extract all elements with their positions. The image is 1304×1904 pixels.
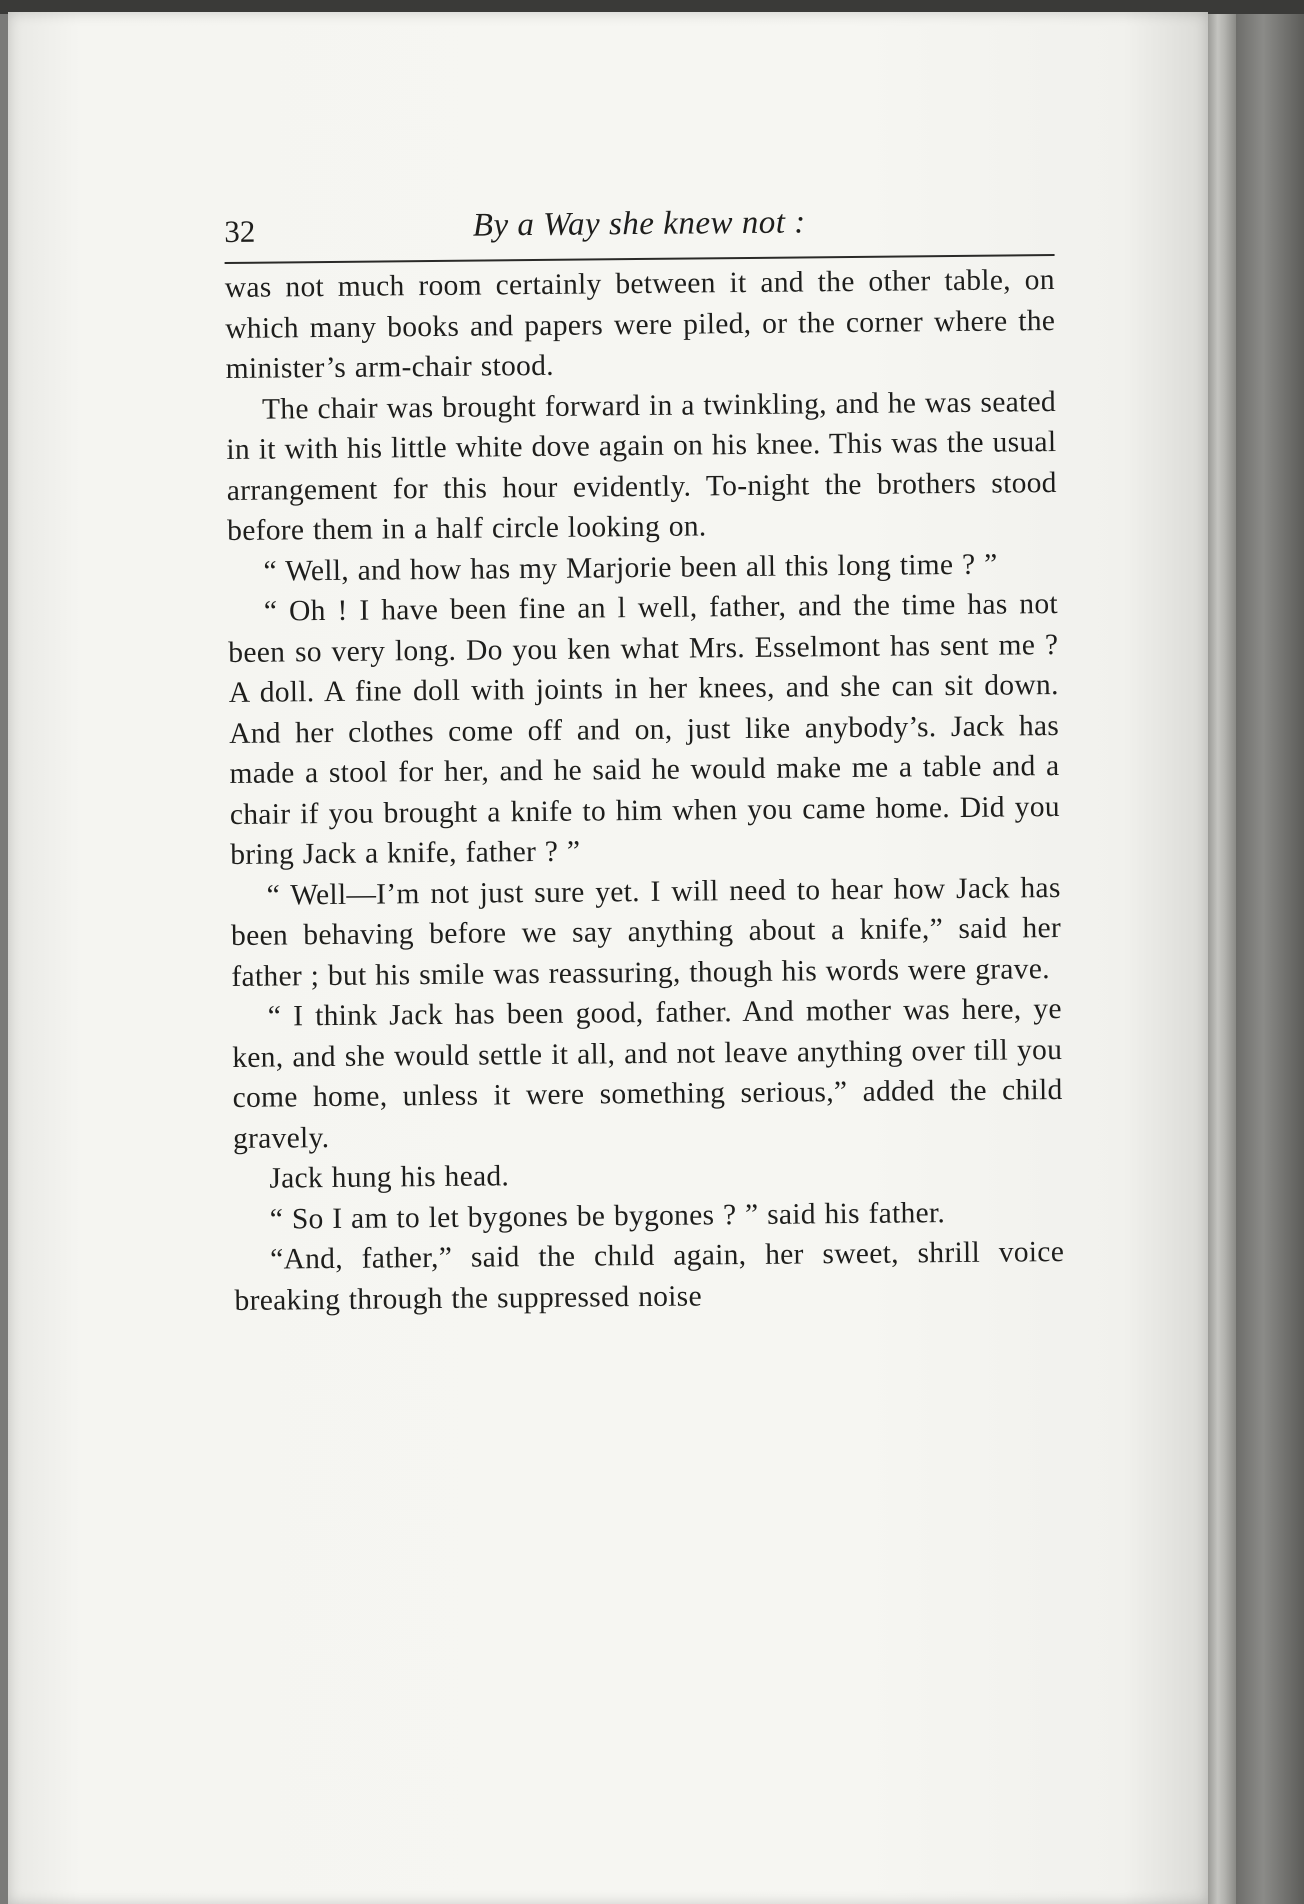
paragraph: “ Well—I’m not just sure yet. I will need to hear how Jack has been behaving before we say anything about a knife,” said her father ; but his smile was reassuring, though his words were grave. <box>230 871 1062 993</box>
page-edge-right <box>1208 14 1236 1904</box>
paragraph: “ Oh ! I have been fine an l well, father, and the time has not been so very long. Do you ken what Mrs. Esselmont has sent me ? A doll. A fine doll with joints in her knees, and she can sit down. And her clothes come off and on, just like anybody’s. Jack has made a stool for her, and he said he would make me a table and a chair if you brought a knife to him when you came home. Did you bring Jack a knife, father ? ” <box>228 588 1061 871</box>
paragraph: “And, father,” said the chıld again, her sweet, shrill voice breaking through the suppressed noise <box>234 1235 1065 1317</box>
paragraph: was not much room certainly between it and the other table, on which many books and papers were piled, or the corner where the minister’s arm-chair stood. <box>224 264 1056 385</box>
running-title: By a Way she knew not : <box>472 204 806 244</box>
page-text-block <box>224 192 1065 1321</box>
page-number: 32 <box>224 213 256 249</box>
paragraph: “ Well, and how has my Marjorie been all this long time ? ” <box>263 548 998 588</box>
running-head <box>224 192 1055 262</box>
paragraph: The chair was brought forward in a twinkling, and he was seated in it with his little white dove again on his knee. This was the usual arrangement for this hour evidently. To-night the brothers stood before them in a half circle looking on. <box>226 385 1057 547</box>
paragraph: “ I think Jack has been good, father. And mother was here, ye ken, and she would settle it all, and not leave anything over till you come home, unless it were something serious,” added the child gravely. <box>232 992 1063 1155</box>
paragraph: “ So I am to let bygones be bygones ? ” said his father. <box>269 1196 946 1236</box>
book-spine-shadow <box>1236 14 1304 1904</box>
paragraph: Jack hung his head. <box>269 1160 510 1195</box>
